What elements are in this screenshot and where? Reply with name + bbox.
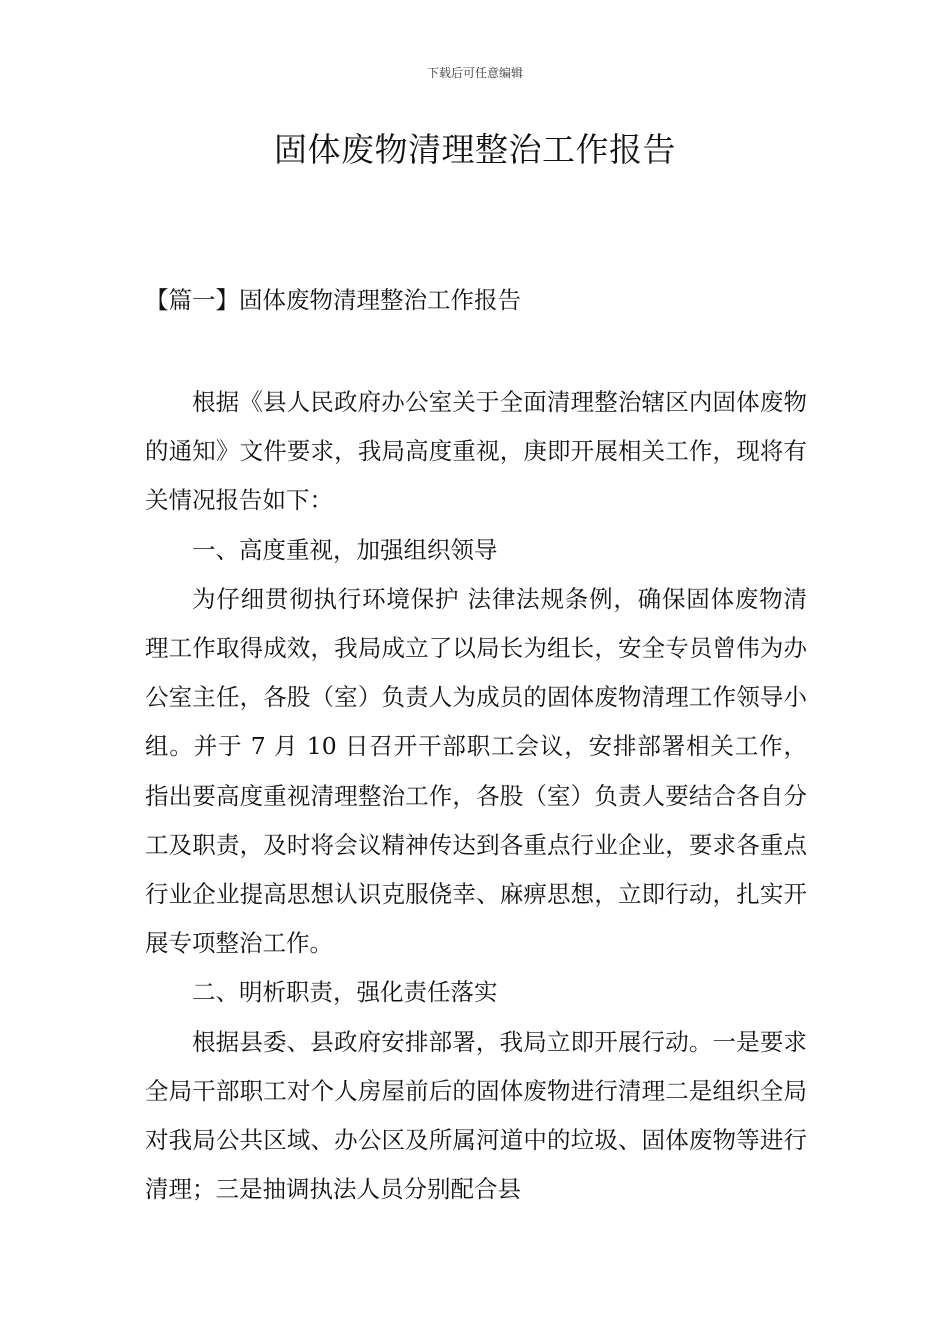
paragraph-section-2: 根据县委、县政府安排部署，我局立即开展行动。一是要求全局干部职工对个人房屋前后的固体废物进行清理二是组织全局对我局公共区域、办公区及所属河道中的垃圾、固体废物等进行清理；三是抽调执法人员分别配合县 — [145, 1027, 807, 1204]
paragraph-heading-1: 一、高度重视，加强组织领导 — [192, 535, 498, 564]
paragraph-heading-2: 二、明析职责，强化责任落实 — [192, 978, 498, 1007]
paragraph-intro: 根据《县人民政府办公室关于全面清理整治辖区内固体废物的通知》文件要求，我局高度重视，庚即开展相关工作，现将有关情况报告如下： — [145, 388, 807, 515]
section-heading: 【篇一】固体废物清理整治工作报告 — [145, 286, 521, 314]
document-title: 固体废物清理整治工作报告 — [274, 130, 676, 169]
paragraph-section-1: 为仔细贯彻执行环境保护 法律法规条例，确保固体废物清理工作取得成效，我局成立了以局长为组长，安全专员曾伟为办公室主任，各股（室）负责人为成员的固体废物清理工作领导小组。并于 7 月 10 日召开干部职工会议，安排部署相关工作，指出要高度重视清理整治工作，各股（室）负责人要结合各自分工及职责，及时将会议精神传达到各重点行业企业，要求各重点行业企业提高思想认识克服侥幸、麻痹思想，立即行动，扎实开展专项整治工作。 — [145, 584, 807, 958]
header-note: 下载后可任意编辑 — [426, 66, 523, 80]
document-body — [145, 378, 807, 1214]
